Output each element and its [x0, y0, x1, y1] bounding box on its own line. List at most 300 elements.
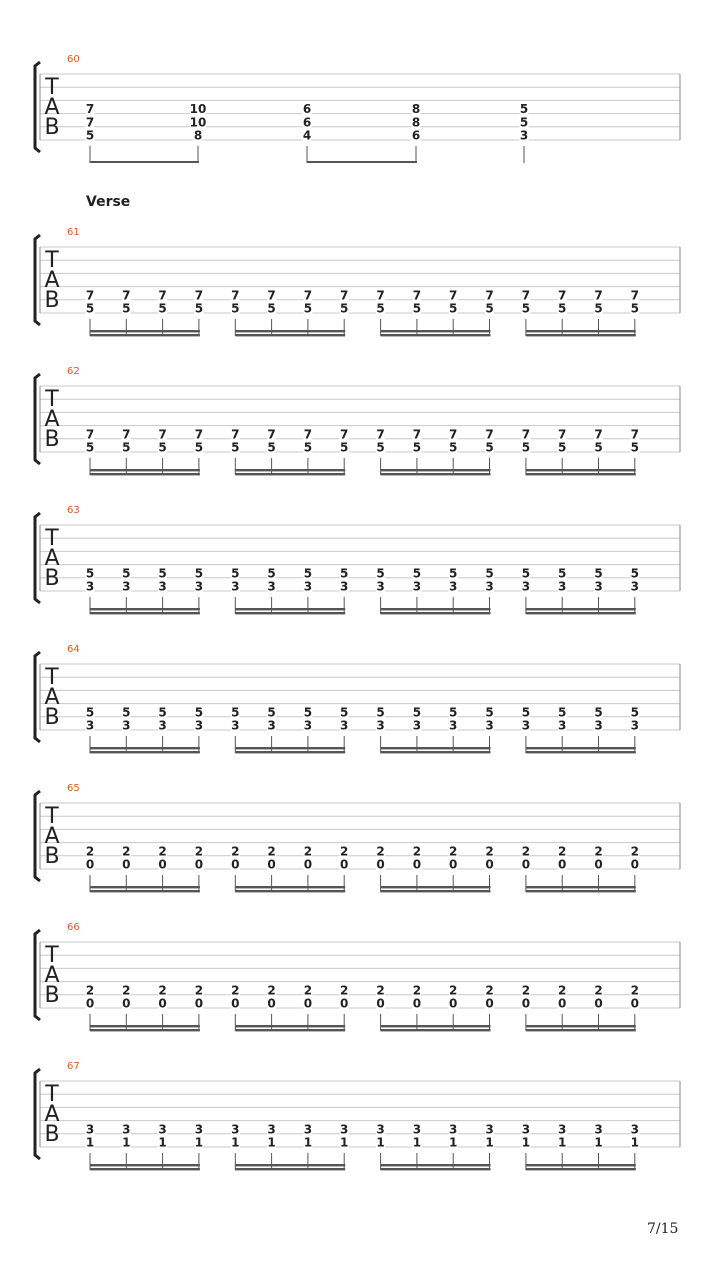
fret-number: 1 [122, 1135, 131, 1150]
fret-number: 5 [449, 566, 458, 581]
tab-clef-letter: A [44, 95, 60, 120]
fret-number: 10 [189, 102, 207, 117]
fret-number: 7 [376, 288, 385, 303]
measure-number: 65 [67, 783, 80, 794]
beam-secondary [526, 747, 636, 749]
fret-number: 2 [303, 844, 313, 859]
fret-number: 0 [485, 996, 494, 1011]
fret-number: 5 [158, 301, 167, 316]
fret-number: 5 [267, 440, 276, 455]
fret-number: 0 [158, 996, 167, 1011]
beam-primary [90, 473, 200, 475]
fret-number: 5 [594, 440, 603, 455]
fret-number: 2 [521, 983, 531, 998]
fret-number: 1 [303, 1135, 313, 1150]
beam-primary [235, 1168, 345, 1170]
fret-number: 5 [594, 705, 603, 720]
fret-number: 2 [194, 844, 204, 859]
fret-number: 7 [485, 427, 494, 442]
beam-secondary [90, 1164, 200, 1166]
fret-number: 0 [594, 996, 603, 1011]
fret-number: 7 [594, 288, 603, 303]
beam-primary [381, 890, 491, 892]
fret-number: 1 [558, 1135, 567, 1150]
section-label-verse: Verse [86, 194, 131, 210]
fret-number: 5 [303, 566, 313, 581]
fret-number: 3 [630, 718, 639, 733]
beam-primary [526, 1168, 636, 1170]
measure-number: 66 [67, 922, 80, 933]
fret-number: 7 [158, 427, 167, 442]
fret-number: 7 [303, 427, 313, 442]
fret-number: 0 [412, 996, 422, 1011]
fret-number: 0 [231, 996, 240, 1011]
measure-number: 60 [67, 54, 80, 65]
fret-number: 5 [376, 566, 385, 581]
beam-primary [526, 334, 636, 336]
fret-number: 7 [340, 427, 349, 442]
fret-number: 3 [412, 718, 422, 733]
tab-clef-letter: B [44, 288, 60, 313]
fret-number: 1 [267, 1135, 276, 1150]
fret-number: 5 [122, 705, 131, 720]
beam-secondary [381, 747, 491, 749]
tab-clef-letter: T [45, 248, 59, 273]
fret-number: 0 [412, 857, 422, 872]
fret-number: 2 [449, 844, 458, 859]
fret-number: 5 [267, 705, 276, 720]
fret-number: 5 [340, 705, 349, 720]
fret-number: 5 [194, 301, 204, 316]
fret-number: 3 [340, 1122, 349, 1137]
fret-number: 5 [485, 440, 494, 455]
beam-secondary [90, 886, 200, 888]
fret-number: 5 [267, 301, 276, 316]
fret-number: 2 [449, 983, 458, 998]
fret-number: 8 [411, 102, 421, 117]
fret-number: 5 [519, 102, 529, 117]
fret-number: 6 [302, 115, 312, 130]
fret-number: 2 [267, 983, 276, 998]
beam-primary [90, 334, 200, 336]
staff-bracket [35, 791, 40, 881]
fret-number: 0 [630, 857, 639, 872]
measure-number: 63 [67, 505, 80, 516]
fret-number: 3 [231, 1122, 240, 1137]
fret-number: 5 [594, 566, 603, 581]
fret-number: 3 [630, 579, 639, 594]
fret-number: 7 [267, 288, 276, 303]
fret-number: 4 [302, 128, 312, 143]
beam-secondary [235, 469, 345, 471]
fret-number: 1 [594, 1135, 603, 1150]
fret-number: 5 [194, 440, 204, 455]
beam-primary [526, 1029, 636, 1031]
fret-number: 2 [231, 983, 240, 998]
fret-number: 2 [267, 844, 276, 859]
fret-number: 0 [122, 857, 131, 872]
beam-secondary [90, 608, 200, 610]
staff-bracket [35, 1069, 40, 1159]
page-number: 7/15 [647, 1221, 679, 1237]
fret-number: 5 [340, 440, 349, 455]
fret-number: 1 [412, 1135, 422, 1150]
fret-number: 3 [449, 718, 458, 733]
fret-number: 5 [558, 705, 567, 720]
fret-number: 5 [521, 440, 531, 455]
measure-number: 64 [67, 644, 80, 655]
fret-number: 3 [267, 718, 276, 733]
beam-secondary [235, 608, 345, 610]
fret-number: 2 [594, 844, 603, 859]
fret-number: 5 [122, 440, 131, 455]
fret-number: 1 [231, 1135, 240, 1150]
fret-number: 0 [303, 857, 313, 872]
beam-primary [381, 612, 491, 614]
fret-number: 3 [158, 718, 167, 733]
fret-number: 7 [412, 427, 422, 442]
fret-number: 3 [303, 718, 313, 733]
fret-number: 5 [630, 440, 639, 455]
fret-number: 2 [85, 844, 95, 859]
fret-number: 5 [85, 705, 95, 720]
tab-clef-letter: A [44, 685, 60, 710]
tab-clef-letter: B [44, 566, 60, 591]
fret-number: 5 [521, 705, 531, 720]
beam-primary [90, 612, 200, 614]
fret-number: 3 [485, 718, 494, 733]
fret-number: 7 [194, 288, 204, 303]
fret-number: 0 [158, 857, 167, 872]
fret-number: 0 [485, 857, 494, 872]
fret-number: 2 [376, 844, 385, 859]
fret-number: 5 [412, 301, 422, 316]
tab-clef-letter: T [45, 1082, 59, 1107]
fret-number: 5 [412, 440, 422, 455]
fret-number: 0 [194, 996, 204, 1011]
fret-number: 2 [231, 844, 240, 859]
fret-number: 5 [231, 566, 240, 581]
fret-number: 5 [449, 301, 458, 316]
fret-number: 3 [122, 1122, 131, 1137]
fret-number: 7 [85, 427, 95, 442]
fret-number: 3 [231, 579, 240, 594]
fret-number: 2 [340, 844, 349, 859]
fret-number: 1 [194, 1135, 204, 1150]
fret-number: 1 [85, 1135, 95, 1150]
fret-number: 5 [558, 440, 567, 455]
beam-primary [90, 751, 200, 753]
fret-number: 5 [231, 705, 240, 720]
fret-number: 3 [267, 579, 276, 594]
fret-number: 3 [376, 718, 385, 733]
fret-number: 5 [521, 566, 531, 581]
beam-secondary [235, 330, 345, 332]
fret-number: 3 [412, 579, 422, 594]
fret-number: 5 [85, 128, 95, 143]
tab-clef-letter: A [44, 1102, 60, 1127]
fret-number: 1 [485, 1135, 494, 1150]
fret-number: 5 [303, 301, 313, 316]
beam-secondary [381, 469, 491, 471]
fret-number: 3 [340, 718, 349, 733]
fret-number: 0 [630, 996, 639, 1011]
fret-number: 7 [303, 288, 313, 303]
staff-bracket [35, 930, 40, 1020]
beam-secondary [235, 886, 345, 888]
staff-bracket [35, 374, 40, 464]
tab-clef-letter: T [45, 526, 59, 551]
beam-secondary [526, 330, 636, 332]
fret-number: 7 [376, 427, 385, 442]
beam-primary [235, 334, 345, 336]
fret-number: 3 [194, 579, 204, 594]
fret-number: 2 [485, 844, 494, 859]
tab-clef-letter: A [44, 824, 60, 849]
tab-clef-letter: A [44, 963, 60, 988]
tab-clef-letter: B [44, 115, 60, 140]
measure-number: 61 [67, 227, 80, 238]
beam-secondary [90, 747, 200, 749]
fret-number: 3 [558, 579, 567, 594]
fret-number: 2 [558, 983, 567, 998]
fret-number: 0 [521, 857, 531, 872]
fret-number: 2 [194, 983, 204, 998]
fret-number: 3 [485, 1122, 494, 1137]
fret-number: 3 [303, 1122, 313, 1137]
fret-number: 2 [412, 983, 422, 998]
fret-number: 0 [449, 857, 458, 872]
beam-primary [381, 473, 491, 475]
fret-number: 0 [267, 857, 276, 872]
beam-primary [526, 612, 636, 614]
fret-number: 3 [194, 718, 204, 733]
beam-secondary [235, 1025, 345, 1027]
beam-primary [381, 1168, 491, 1170]
beam-secondary [526, 469, 636, 471]
fret-number: 3 [340, 579, 349, 594]
fret-number: 7 [558, 427, 567, 442]
beam-secondary [381, 886, 491, 888]
fret-number: 7 [594, 427, 603, 442]
beam-secondary [526, 608, 636, 610]
fret-number: 5 [85, 440, 95, 455]
fret-number: 0 [340, 857, 349, 872]
fret-number: 3 [376, 579, 385, 594]
tab-clef-letter: B [44, 705, 60, 730]
fret-number: 7 [122, 288, 131, 303]
fret-number: 0 [558, 857, 567, 872]
fret-number: 2 [303, 983, 313, 998]
fret-number: 2 [376, 983, 385, 998]
fret-number: 2 [630, 844, 639, 859]
staff-bracket [35, 513, 40, 603]
fret-number: 8 [193, 128, 203, 143]
tab-clef-letter: T [45, 665, 59, 690]
tab-clef-letter: B [44, 844, 60, 869]
beam-secondary [90, 330, 200, 332]
fret-number: 5 [122, 301, 131, 316]
fret-number: 0 [449, 996, 458, 1011]
fret-number: 7 [630, 288, 639, 303]
fret-number: 3 [521, 1122, 531, 1137]
beam-secondary [381, 608, 491, 610]
fret-number: 3 [376, 1122, 385, 1137]
beam-primary [90, 161, 199, 163]
beam-primary [90, 1168, 200, 1170]
fret-number: 5 [521, 301, 531, 316]
beam-primary [381, 1029, 491, 1031]
fret-number: 5 [122, 566, 131, 581]
fret-number: 3 [594, 718, 603, 733]
tab-clef-letter: A [44, 407, 60, 432]
fret-number: 5 [412, 566, 422, 581]
fret-number: 5 [376, 301, 385, 316]
beam-secondary [381, 1025, 491, 1027]
measure-number: 67 [67, 1061, 80, 1072]
fret-number: 5 [303, 705, 313, 720]
tab-clef-letter: B [44, 983, 60, 1008]
fret-number: 5 [303, 440, 313, 455]
fret-number: 2 [158, 844, 167, 859]
fret-number: 7 [231, 427, 240, 442]
fret-number: 7 [85, 115, 95, 130]
fret-number: 2 [485, 983, 494, 998]
beam-primary [526, 890, 636, 892]
fret-number: 5 [158, 440, 167, 455]
fret-number: 5 [85, 566, 95, 581]
fret-number: 5 [340, 566, 349, 581]
fret-number: 3 [85, 1122, 95, 1137]
fret-number: 2 [630, 983, 639, 998]
fret-number: 2 [158, 983, 167, 998]
fret-number: 0 [85, 996, 95, 1011]
fret-number: 7 [485, 288, 494, 303]
beam-primary [235, 612, 345, 614]
fret-number: 7 [412, 288, 422, 303]
beam-primary [235, 751, 345, 753]
fret-number: 3 [594, 1122, 603, 1137]
fret-number: 0 [231, 857, 240, 872]
beam-primary [307, 161, 417, 163]
beam-primary [381, 751, 491, 753]
fret-number: 5 [485, 705, 494, 720]
fret-number: 8 [411, 115, 421, 130]
fret-number: 7 [267, 427, 276, 442]
fret-number: 7 [122, 427, 131, 442]
fret-number: 3 [521, 718, 531, 733]
fret-number: 3 [122, 579, 131, 594]
beam-secondary [526, 886, 636, 888]
fret-number: 5 [449, 705, 458, 720]
measure-number: 62 [67, 366, 80, 377]
beam-primary [235, 473, 345, 475]
fret-number: 3 [303, 579, 313, 594]
beam-primary [90, 1029, 200, 1031]
fret-number: 5 [485, 566, 494, 581]
fret-number: 5 [267, 566, 276, 581]
fret-number: 5 [376, 705, 385, 720]
fret-number: 1 [158, 1135, 167, 1150]
fret-number: 3 [158, 579, 167, 594]
tab-clef-letter: A [44, 268, 60, 293]
beam-primary [381, 334, 491, 336]
fret-number: 6 [302, 102, 312, 117]
fret-number: 0 [303, 996, 313, 1011]
fret-number: 7 [340, 288, 349, 303]
fret-number: 5 [412, 705, 422, 720]
fret-number: 3 [158, 1122, 167, 1137]
staff-bracket [35, 652, 40, 742]
fret-number: 1 [630, 1135, 639, 1150]
fret-number: 5 [376, 440, 385, 455]
fret-number: 3 [194, 1122, 204, 1137]
fret-number: 3 [558, 1122, 567, 1137]
fret-number: 3 [521, 579, 531, 594]
tab-clef-letter: T [45, 943, 59, 968]
fret-number: 0 [85, 857, 95, 872]
fret-number: 5 [630, 705, 639, 720]
beam-primary [235, 890, 345, 892]
staff-bracket [35, 62, 40, 152]
fret-number: 0 [376, 857, 385, 872]
fret-number: 7 [449, 427, 458, 442]
fret-number: 2 [122, 983, 131, 998]
fret-number: 0 [558, 996, 567, 1011]
tab-clef-letter: T [45, 75, 59, 100]
tab-clef-letter: T [45, 387, 59, 412]
fret-number: 3 [122, 718, 131, 733]
fret-number: 5 [340, 301, 349, 316]
fret-number: 3 [630, 1122, 639, 1137]
fret-number: 5 [85, 301, 95, 316]
fret-number: 5 [158, 566, 167, 581]
fret-number: 3 [485, 579, 494, 594]
fret-number: 2 [412, 844, 422, 859]
beam-secondary [381, 330, 491, 332]
fret-number: 0 [594, 857, 603, 872]
fret-number: 7 [521, 288, 531, 303]
fret-number: 7 [630, 427, 639, 442]
fret-number: 5 [558, 301, 567, 316]
beam-primary [90, 890, 200, 892]
fret-number: 2 [340, 983, 349, 998]
fret-number: 2 [85, 983, 95, 998]
fret-number: 5 [194, 705, 204, 720]
fret-number: 7 [158, 288, 167, 303]
fret-number: 3 [594, 579, 603, 594]
beam-secondary [526, 1025, 636, 1027]
fret-number: 7 [231, 288, 240, 303]
fret-number: 5 [231, 440, 240, 455]
beam-primary [526, 473, 636, 475]
fret-number: 5 [194, 566, 204, 581]
beam-secondary [526, 1164, 636, 1166]
fret-number: 7 [449, 288, 458, 303]
fret-number: 0 [122, 996, 131, 1011]
beam-secondary [235, 1164, 345, 1166]
fret-number: 1 [521, 1135, 531, 1150]
fret-number: 5 [630, 301, 639, 316]
fret-number: 5 [231, 301, 240, 316]
fret-number: 3 [85, 579, 95, 594]
fret-number: 3 [449, 1122, 458, 1137]
fret-number: 0 [376, 996, 385, 1011]
fret-number: 5 [630, 566, 639, 581]
beam-secondary [90, 1025, 200, 1027]
fret-number: 5 [519, 115, 529, 130]
tab-clef-letter: T [45, 804, 59, 829]
